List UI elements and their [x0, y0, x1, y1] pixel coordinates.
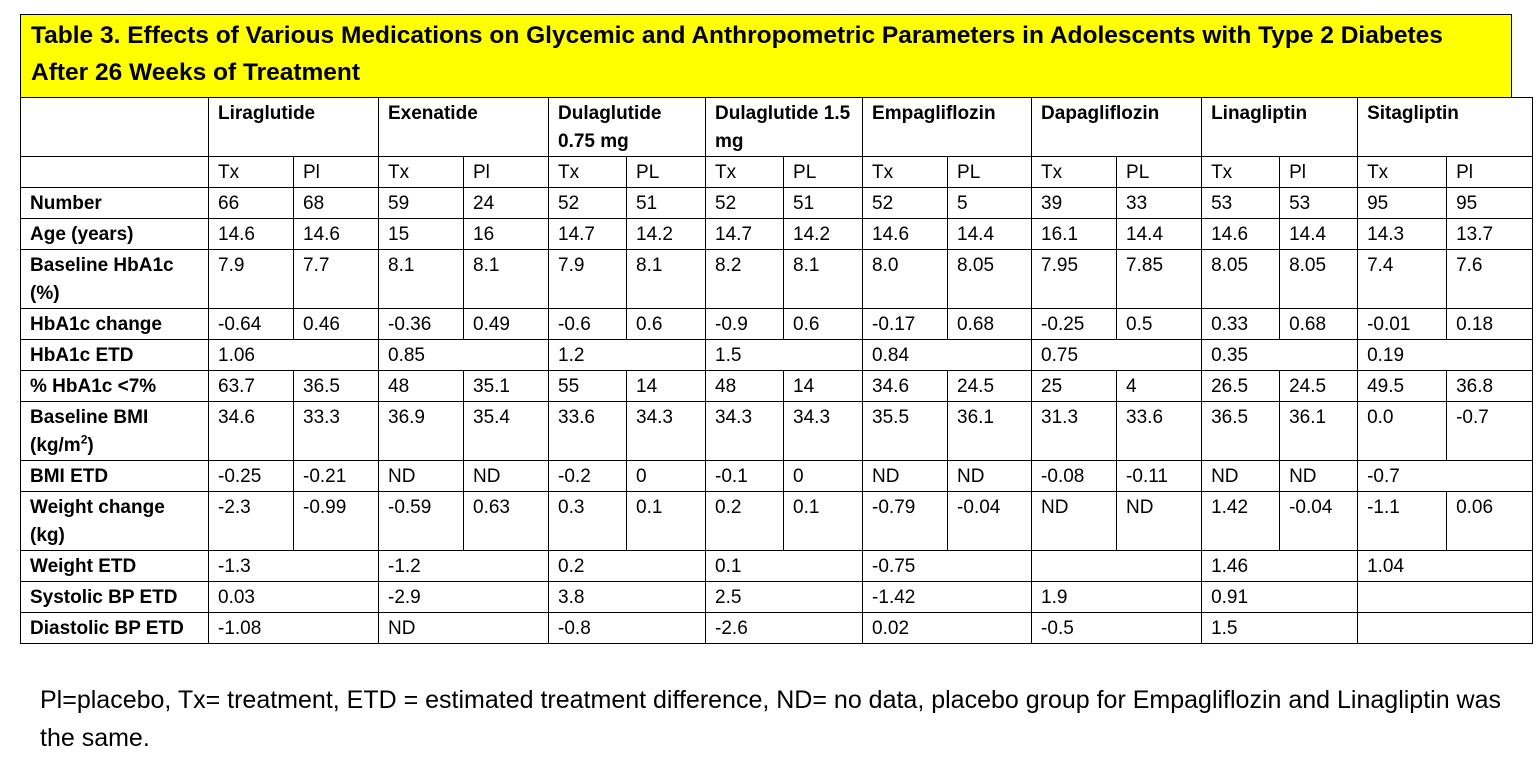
row-label: % HbA1c <7% — [21, 371, 209, 402]
row-label: HbA1c change — [21, 309, 209, 340]
table-cell: 35.4 — [464, 402, 549, 461]
table-cell: 0.2 — [706, 492, 784, 551]
table-cell: 31.3 — [1032, 402, 1117, 461]
table-cell: 34.3 — [706, 402, 784, 461]
table-cell: 3.8 — [549, 582, 706, 613]
table-cell: ND — [379, 613, 549, 644]
table-cell: 95 — [1447, 188, 1533, 219]
table-cell: 15 — [379, 219, 464, 250]
row-label: HbA1c ETD — [21, 340, 209, 371]
table-cell: 48 — [379, 371, 464, 402]
table-cell: 14.4 — [1117, 219, 1202, 250]
row-label — [21, 402, 209, 461]
table-cell: 8.2 — [706, 250, 784, 309]
table-cell: 16.1 — [1032, 219, 1117, 250]
table-cell: 0.3 — [549, 492, 627, 551]
table-cell: 52 — [549, 188, 627, 219]
subheader-cell: Tx — [863, 157, 948, 188]
table-cell: -0.08 — [1032, 461, 1117, 492]
table-cell: 14 — [784, 371, 863, 402]
table-cell: 0.1 — [627, 492, 706, 551]
table-cell: -0.79 — [863, 492, 948, 551]
subheader-cell: Pl — [464, 157, 549, 188]
subheader-cell: PL — [627, 157, 706, 188]
table-cell: -1.42 — [863, 582, 1032, 613]
table-cell: 8.05 — [1280, 250, 1358, 309]
subheader-cell: Tx — [1358, 157, 1447, 188]
table-cell: ND — [1032, 492, 1117, 551]
drug-header-row — [21, 98, 1533, 157]
table-cell: -0.8 — [549, 613, 706, 644]
table-cell: 0.85 — [379, 340, 549, 371]
table-cell: 14.2 — [784, 219, 863, 250]
row-label: Number — [21, 188, 209, 219]
table-cell: 66 — [209, 188, 294, 219]
table-cell: 24 — [464, 188, 549, 219]
table-cell: 33.6 — [549, 402, 627, 461]
table-cell: 25 — [1032, 371, 1117, 402]
table-cell: 2.5 — [706, 582, 863, 613]
table-cell: 34.3 — [784, 402, 863, 461]
table-cell: 0.63 — [464, 492, 549, 551]
table-cell: ND — [863, 461, 948, 492]
table-cell: 8.0 — [863, 250, 948, 309]
table-cell: 16 — [464, 219, 549, 250]
superscript: 2 — [80, 432, 88, 447]
table-row — [21, 340, 1533, 371]
table-cell: 14.3 — [1358, 219, 1447, 250]
table-cell: -1.08 — [209, 613, 379, 644]
subheader-cell: Tx — [706, 157, 784, 188]
table-cell — [1358, 613, 1533, 644]
subheader-cell: Tx — [209, 157, 294, 188]
table-cell: 34.6 — [863, 371, 948, 402]
table-cell: 5 — [948, 188, 1032, 219]
row-label: Systolic BP ETD — [21, 582, 209, 613]
table-cell: 59 — [379, 188, 464, 219]
table-cell: 0.6 — [627, 309, 706, 340]
table-cell: -0.21 — [294, 461, 379, 492]
table-cell: 14.6 — [1202, 219, 1280, 250]
table-cell: 55 — [549, 371, 627, 402]
drug-header: Linagliptin — [1202, 98, 1358, 157]
table-cell: 53 — [1280, 188, 1358, 219]
data-table — [20, 97, 1533, 644]
row-label-end: ) — [87, 435, 94, 456]
table-cell: 0.35 — [1202, 340, 1358, 371]
table-cell: -0.04 — [1280, 492, 1358, 551]
table-cell: 0.46 — [294, 309, 379, 340]
table-cell: -0.7 — [1358, 461, 1533, 492]
table-cell: 52 — [706, 188, 784, 219]
table-cell: 0 — [627, 461, 706, 492]
table-cell: 14.7 — [549, 219, 627, 250]
table-cell: 13.7 — [1447, 219, 1533, 250]
subheader-cell: Pl — [294, 157, 379, 188]
table-cell: 0.1 — [784, 492, 863, 551]
table-cell: 14.4 — [948, 219, 1032, 250]
table-cell: 53 — [1202, 188, 1280, 219]
table-cell: -0.36 — [379, 309, 464, 340]
table-cell: 0.75 — [1032, 340, 1202, 371]
table-cell: -0.1 — [706, 461, 784, 492]
table-cell: 34.3 — [627, 402, 706, 461]
header-blank — [21, 98, 209, 157]
table-cell: 7.95 — [1032, 250, 1117, 309]
table-row — [21, 492, 1533, 551]
table-cell: -0.2 — [549, 461, 627, 492]
table-cell: 4 — [1117, 371, 1202, 402]
table-cell: 0.91 — [1202, 582, 1358, 613]
table-cell: -2.3 — [209, 492, 294, 551]
row-label: BMI ETD — [21, 461, 209, 492]
table-row — [21, 402, 1533, 461]
subheader-row — [21, 157, 1533, 188]
table-cell: 51 — [627, 188, 706, 219]
table-cell — [1032, 551, 1202, 582]
table-cell: 48 — [706, 371, 784, 402]
row-label-text: Baseline BMI (kg/m — [30, 407, 149, 456]
table-cell: 7.9 — [209, 250, 294, 309]
row-label: Weight ETD — [21, 551, 209, 582]
table-cell: -0.6 — [549, 309, 627, 340]
table-cell: 7.85 — [1117, 250, 1202, 309]
table-cell: -0.75 — [863, 551, 1032, 582]
table-cell: 1.04 — [1358, 551, 1533, 582]
table-cell: 0.2 — [549, 551, 706, 582]
table-cell: -0.04 — [948, 492, 1032, 551]
table-cell: 1.42 — [1202, 492, 1280, 551]
subheader-cell: Tx — [549, 157, 627, 188]
subheader-blank — [21, 157, 209, 188]
table-cell: -0.9 — [706, 309, 784, 340]
table-cell: 7.9 — [549, 250, 627, 309]
table-cell: 0.68 — [948, 309, 1032, 340]
table-cell: 36.1 — [1280, 402, 1358, 461]
drug-header: Exenatide — [379, 98, 549, 157]
subheader-cell: PL — [948, 157, 1032, 188]
drug-header: Dapagliflozin — [1032, 98, 1202, 157]
table-cell: 49.5 — [1358, 371, 1447, 402]
table-cell: 52 — [863, 188, 948, 219]
table-cell: -2.6 — [706, 613, 863, 644]
table-cell: 8.1 — [379, 250, 464, 309]
table-cell: 95 — [1358, 188, 1447, 219]
table-cell: 0.18 — [1447, 309, 1533, 340]
table-cell: 7.6 — [1447, 250, 1533, 309]
table-row — [21, 219, 1533, 250]
table-cell: ND — [1202, 461, 1280, 492]
table-cell: -0.7 — [1447, 402, 1533, 461]
row-label: Diastolic BP ETD — [21, 613, 209, 644]
table-cell: ND — [464, 461, 549, 492]
table-cell: -0.59 — [379, 492, 464, 551]
table-cell: 14.7 — [706, 219, 784, 250]
table-cell: 14 — [627, 371, 706, 402]
drug-header: Dulaglutide 1.5 mg — [706, 98, 863, 157]
table-cell: 35.1 — [464, 371, 549, 402]
table-cell: 0.68 — [1280, 309, 1358, 340]
table-cell: 0.02 — [863, 613, 1032, 644]
table-cell: 24.5 — [948, 371, 1032, 402]
table-cell: 8.1 — [784, 250, 863, 309]
table-cell: 0.33 — [1202, 309, 1280, 340]
table-cell: 0.03 — [209, 582, 379, 613]
table-cell: 36.5 — [294, 371, 379, 402]
table-container — [20, 14, 1512, 644]
table-cell: 39 — [1032, 188, 1117, 219]
table-cell: 33.3 — [294, 402, 379, 461]
table-row — [21, 551, 1533, 582]
table-cell: 0 — [784, 461, 863, 492]
table-cell: 0.6 — [784, 309, 863, 340]
drug-header: Sitagliptin — [1358, 98, 1533, 157]
table-cell: -0.25 — [1032, 309, 1117, 340]
table-cell: 7.4 — [1358, 250, 1447, 309]
row-label: Age (years) — [21, 219, 209, 250]
table-cell: 7.7 — [294, 250, 379, 309]
table-cell: ND — [1117, 492, 1202, 551]
table-cell: 0.84 — [863, 340, 1032, 371]
table-cell: 8.1 — [464, 250, 549, 309]
table-cell: ND — [948, 461, 1032, 492]
drug-header: Dulaglutide 0.75 mg — [549, 98, 706, 157]
table-row — [21, 371, 1533, 402]
table-row — [21, 250, 1533, 309]
subheader-cell: Tx — [1032, 157, 1117, 188]
table-title: Table 3. Effects of Various Medications on Glycemic and Anthropometric Parameters in Adolescents with Type 2 Diabetes After 26 Weeks of Treatment — [20, 14, 1512, 97]
table-row — [21, 582, 1533, 613]
table-cell: 1.06 — [209, 340, 379, 371]
table-row — [21, 188, 1533, 219]
table-cell: -0.17 — [863, 309, 948, 340]
table-row — [21, 461, 1533, 492]
table-cell: -0.11 — [1117, 461, 1202, 492]
subheader-cell: PL — [1117, 157, 1202, 188]
table-cell: -1.3 — [209, 551, 379, 582]
table-cell: 14.6 — [863, 219, 948, 250]
table-cell: 36.9 — [379, 402, 464, 461]
table-cell: 36.8 — [1447, 371, 1533, 402]
table-cell: 68 — [294, 188, 379, 219]
table-cell: 8.05 — [948, 250, 1032, 309]
table-cell: 1.46 — [1202, 551, 1358, 582]
table-cell: -0.25 — [209, 461, 294, 492]
table-cell: ND — [379, 461, 464, 492]
table-cell — [1358, 582, 1533, 613]
table-cell: 0.19 — [1358, 340, 1533, 371]
table-cell: 0.5 — [1117, 309, 1202, 340]
table-cell: 26.5 — [1202, 371, 1280, 402]
table-cell: 33 — [1117, 188, 1202, 219]
table-cell: ND — [1280, 461, 1358, 492]
table-cell: 0.1 — [706, 551, 863, 582]
drug-header: Empagliflozin — [863, 98, 1032, 157]
table-cell: 14.2 — [627, 219, 706, 250]
table-cell: 33.6 — [1117, 402, 1202, 461]
table-cell: 1.2 — [549, 340, 706, 371]
table-cell: 14.6 — [209, 219, 294, 250]
table-cell: 14.6 — [294, 219, 379, 250]
subheader-cell: Tx — [379, 157, 464, 188]
table-cell: 35.5 — [863, 402, 948, 461]
row-label: Weight change (kg) — [21, 492, 209, 551]
subheader-cell: Pl — [1447, 157, 1533, 188]
table-cell: 0.49 — [464, 309, 549, 340]
table-cell: 1.5 — [1202, 613, 1358, 644]
table-cell: 36.5 — [1202, 402, 1280, 461]
drug-header: Liraglutide — [209, 98, 379, 157]
table-cell: -0.5 — [1032, 613, 1202, 644]
table-cell: 63.7 — [209, 371, 294, 402]
table-cell: 8.1 — [627, 250, 706, 309]
table-cell: 8.05 — [1202, 250, 1280, 309]
table-cell: -0.99 — [294, 492, 379, 551]
table-cell: 51 — [784, 188, 863, 219]
table-cell: 34.6 — [209, 402, 294, 461]
table-cell: 1.9 — [1032, 582, 1202, 613]
table-row — [21, 613, 1533, 644]
row-label: Baseline HbA1c (%) — [21, 250, 209, 309]
table-cell: 0.0 — [1358, 402, 1447, 461]
table-cell: -2.9 — [379, 582, 549, 613]
subheader-cell: PL — [784, 157, 863, 188]
table-cell: -0.01 — [1358, 309, 1447, 340]
table-cell: 0.06 — [1447, 492, 1533, 551]
table-cell: 1.5 — [706, 340, 863, 371]
table-cell: -1.2 — [379, 551, 549, 582]
table-cell: -1.1 — [1358, 492, 1447, 551]
table-cell: 36.1 — [948, 402, 1032, 461]
table-row — [21, 309, 1533, 340]
table-cell: 24.5 — [1280, 371, 1358, 402]
footnote: Pl=placebo, Tx= treatment, ETD = estimated treatment difference, ND= no data, placebo group for Empagliflozin and Linagliptin was the same. — [40, 686, 1502, 752]
subheader-cell: Tx — [1202, 157, 1280, 188]
table-cell: 14.4 — [1280, 219, 1358, 250]
subheader-cell: Pl — [1280, 157, 1358, 188]
table-cell: -0.64 — [209, 309, 294, 340]
